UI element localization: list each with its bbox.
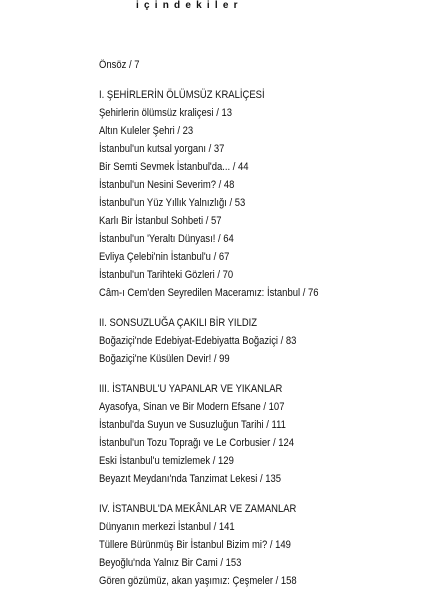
toc-item: Boğaziçi'nde Edebiyat-Edebiyatta Boğaziçi / 83 [99, 335, 297, 347]
toc-section-2 [99, 314, 374, 368]
toc-item: Ayasofya, Sinan ve Bir Modern Efsane / 107 [99, 401, 285, 413]
section-heading: I. ŞEHİRLERİN ÖLÜMSÜZ KRALİÇESİ [99, 89, 265, 101]
toc-item: Altın Kuleler Şehri / 23 [99, 125, 194, 137]
section-heading: III. İSTANBUL'U YAPANLAR VE YIKANLAR [99, 383, 283, 395]
toc-item: İstanbul'un Nesini Severim? / 48 [99, 179, 235, 191]
toc-item: Eski İstanbul'u temizlemek / 129 [99, 455, 234, 467]
toc-item: Gören gözümüz, akan yaşımız: Çeşmeler / 158 [99, 575, 297, 587]
toc-item: Tüllere Bürünmüş Bir İstanbul Bizim mi? / 149 [99, 539, 291, 551]
table-of-contents [99, 56, 374, 590]
toc-section-3 [99, 380, 374, 488]
toc-item: Beyazıt Meydanı'nda Tanzimat Lekesi / 135 [99, 473, 282, 485]
toc-item: İstanbul'un Tarihteki Gözleri / 70 [99, 269, 234, 281]
toc-item: İstanbul'un 'Yeraltı Dünyası! / 64 [99, 233, 234, 245]
toc-item: Şehirlerin ölümsüz kraliçesi / 13 [99, 107, 233, 119]
toc-item: Bir Semti Sevmek İstanbul'da... / 44 [99, 161, 249, 173]
toc-item: Dünyanın merkezi İstanbul / 141 [99, 521, 235, 533]
toc-item: Evliya Çelebi'nin İstanbul'u / 67 [99, 251, 230, 263]
toc-item: Boğaziçi'ne Küsülen Devir! / 99 [99, 353, 230, 365]
toc-item: Karlı Bir İstanbul Sohbeti / 57 [99, 215, 222, 227]
toc-item: İstanbul'un Yüz Yıllık Yalnızlığı / 53 [99, 197, 246, 209]
section-heading: II. SONSUZLUĞA ÇAKILI BİR YILDIZ [99, 317, 258, 329]
toc-preface: Önsöz / 7 [99, 59, 140, 71]
toc-item: Câm-ı Cem'den Seyredilen Maceramız: İstanbul / 76 [99, 287, 319, 299]
toc-section-1 [99, 86, 374, 302]
toc-item: İstanbul'un kutsal yorganı / 37 [99, 143, 225, 155]
toc-item: Beyoğlu'nda Yalnız Bir Cami / 153 [99, 557, 242, 569]
toc-section-4 [99, 500, 374, 590]
section-heading: IV. İSTANBUL'DA MEKÂNLAR VE ZAMANLAR [99, 503, 297, 515]
toc-item: İstanbul'da Suyun ve Susuzluğun Tarihi / 111 [99, 419, 286, 431]
page-title: içindekiler [136, 0, 243, 11]
toc-item: İstanbul'un Tozu Toprağı ve Le Corbusier / 124 [99, 437, 294, 449]
